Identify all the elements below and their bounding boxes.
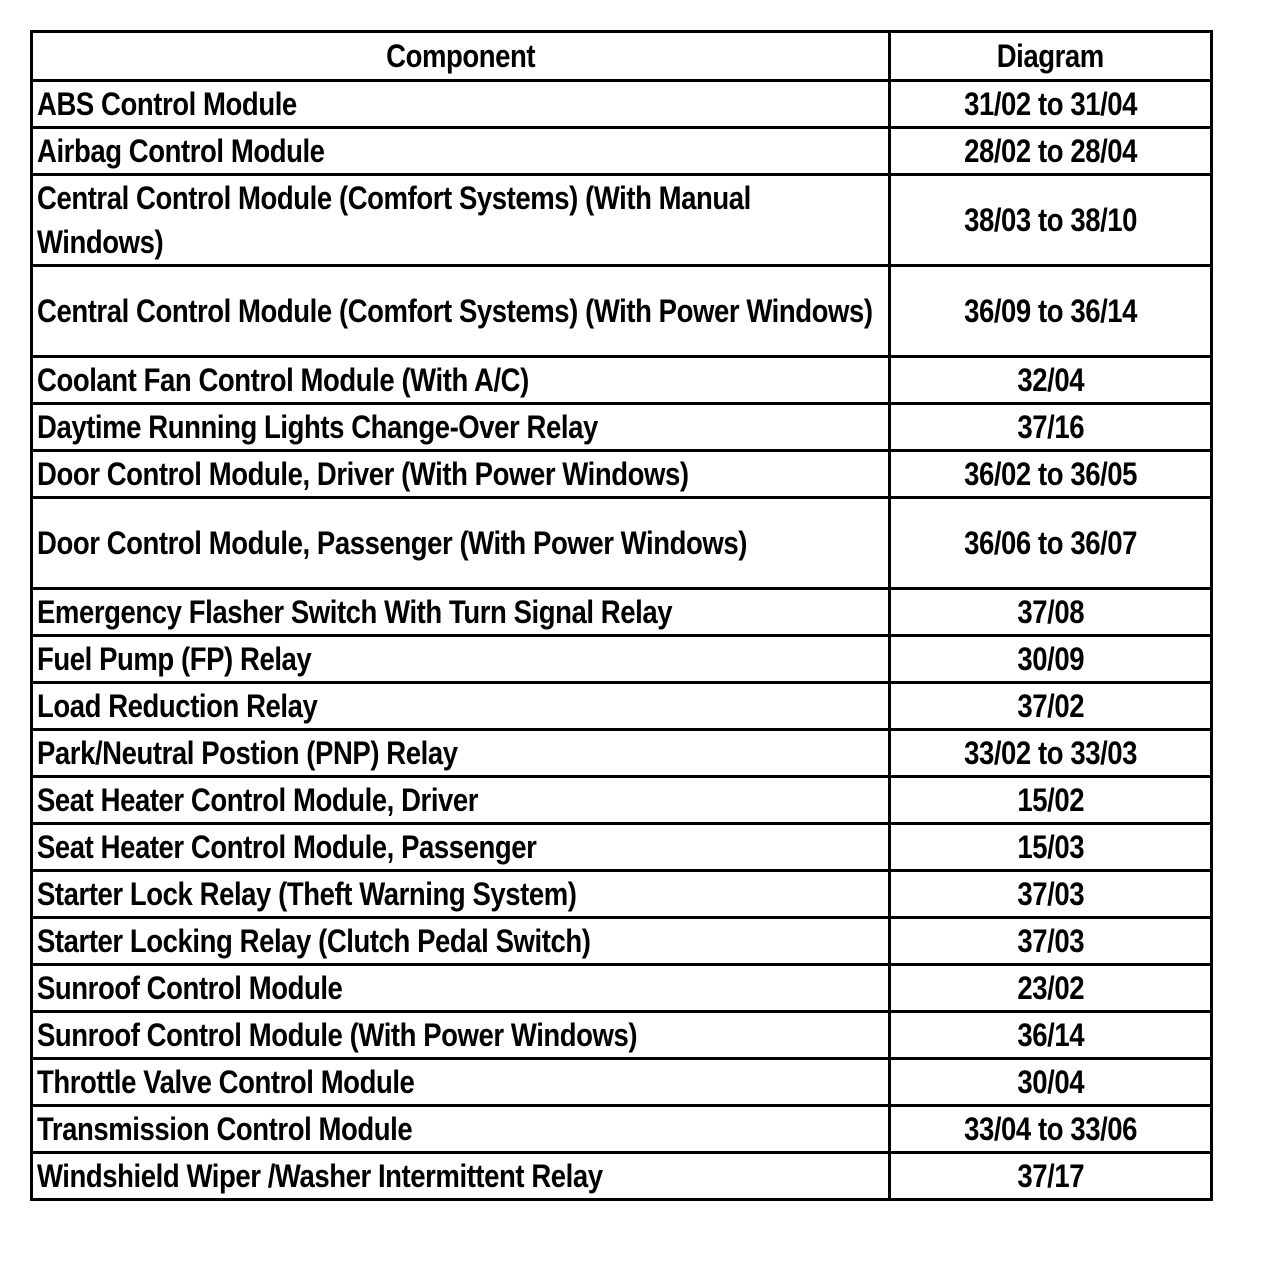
column-header-component: Component [32, 32, 890, 81]
diagram-cell: 36/09 to 36/14 [890, 266, 1212, 357]
diagram-cell: 37/03 [890, 918, 1212, 965]
component-cell: Coolant Fan Control Module (With A/C) [32, 357, 890, 404]
table-row [32, 824, 1212, 871]
diagram-cell: 28/02 to 28/04 [890, 128, 1212, 175]
diagram-cell: 33/04 to 33/06 [890, 1106, 1212, 1153]
component-cell: Daytime Running Lights Change-Over Relay [32, 404, 890, 451]
diagram-cell: 32/04 [890, 357, 1212, 404]
table-row [32, 128, 1212, 175]
component-cell: Emergency Flasher Switch With Turn Signal Relay [32, 589, 890, 636]
table-row [32, 81, 1212, 128]
diagram-cell: 23/02 [890, 965, 1212, 1012]
component-cell: Throttle Valve Control Module [32, 1059, 890, 1106]
component-cell: Seat Heater Control Module, Driver [32, 777, 890, 824]
table-row [32, 1153, 1212, 1200]
table-row [32, 777, 1212, 824]
component-cell: Windshield Wiper /Washer Intermittent Relay [32, 1153, 890, 1200]
table-row [32, 1106, 1212, 1153]
diagram-cell: 37/03 [890, 871, 1212, 918]
table-row [32, 1012, 1212, 1059]
diagram-cell: 37/16 [890, 404, 1212, 451]
diagram-cell: 36/14 [890, 1012, 1212, 1059]
component-cell: Central Control Module (Comfort Systems) (With Power Windows) [32, 266, 890, 357]
table-row [32, 451, 1212, 498]
component-cell: Sunroof Control Module (With Power Windows) [32, 1012, 890, 1059]
diagram-cell: 37/02 [890, 683, 1212, 730]
table-row [32, 266, 1212, 357]
table-row [32, 871, 1212, 918]
diagram-cell: 15/02 [890, 777, 1212, 824]
diagram-cell: 33/02 to 33/03 [890, 730, 1212, 777]
table-row [32, 404, 1212, 451]
component-cell: Central Control Module (Comfort Systems) (With Manual Windows) [32, 175, 890, 266]
component-diagram-table [30, 30, 1213, 1201]
diagram-cell: 37/17 [890, 1153, 1212, 1200]
diagram-cell: 31/02 to 31/04 [890, 81, 1212, 128]
diagram-cell: 15/03 [890, 824, 1212, 871]
table-row [32, 1059, 1212, 1106]
component-diagram-table-container [30, 30, 1210, 1201]
diagram-cell: 36/02 to 36/05 [890, 451, 1212, 498]
component-cell: Load Reduction Relay [32, 683, 890, 730]
component-cell: Starter Locking Relay (Clutch Pedal Switch) [32, 918, 890, 965]
component-cell: Seat Heater Control Module, Passenger [32, 824, 890, 871]
diagram-cell: 36/06 to 36/07 [890, 498, 1212, 589]
component-cell: Door Control Module, Driver (With Power Windows) [32, 451, 890, 498]
component-cell: ABS Control Module [32, 81, 890, 128]
component-cell: Sunroof Control Module [32, 965, 890, 1012]
table-row [32, 683, 1212, 730]
component-cell: Airbag Control Module [32, 128, 890, 175]
component-cell: Transmission Control Module [32, 1106, 890, 1153]
table-header-row [32, 32, 1212, 81]
table-row [32, 730, 1212, 777]
diagram-cell: 38/03 to 38/10 [890, 175, 1212, 266]
component-cell: Starter Lock Relay (Theft Warning System) [32, 871, 890, 918]
table-row [32, 589, 1212, 636]
table-row [32, 357, 1212, 404]
table-row [32, 175, 1212, 266]
component-cell: Park/Neutral Postion (PNP) Relay [32, 730, 890, 777]
table-row [32, 918, 1212, 965]
diagram-cell: 30/04 [890, 1059, 1212, 1106]
component-cell: Fuel Pump (FP) Relay [32, 636, 890, 683]
table-row [32, 498, 1212, 589]
table-row [32, 965, 1212, 1012]
component-cell: Door Control Module, Passenger (With Power Windows) [32, 498, 890, 589]
column-header-diagram: Diagram [890, 32, 1212, 81]
table-row [32, 636, 1212, 683]
diagram-cell: 37/08 [890, 589, 1212, 636]
diagram-cell: 30/09 [890, 636, 1212, 683]
